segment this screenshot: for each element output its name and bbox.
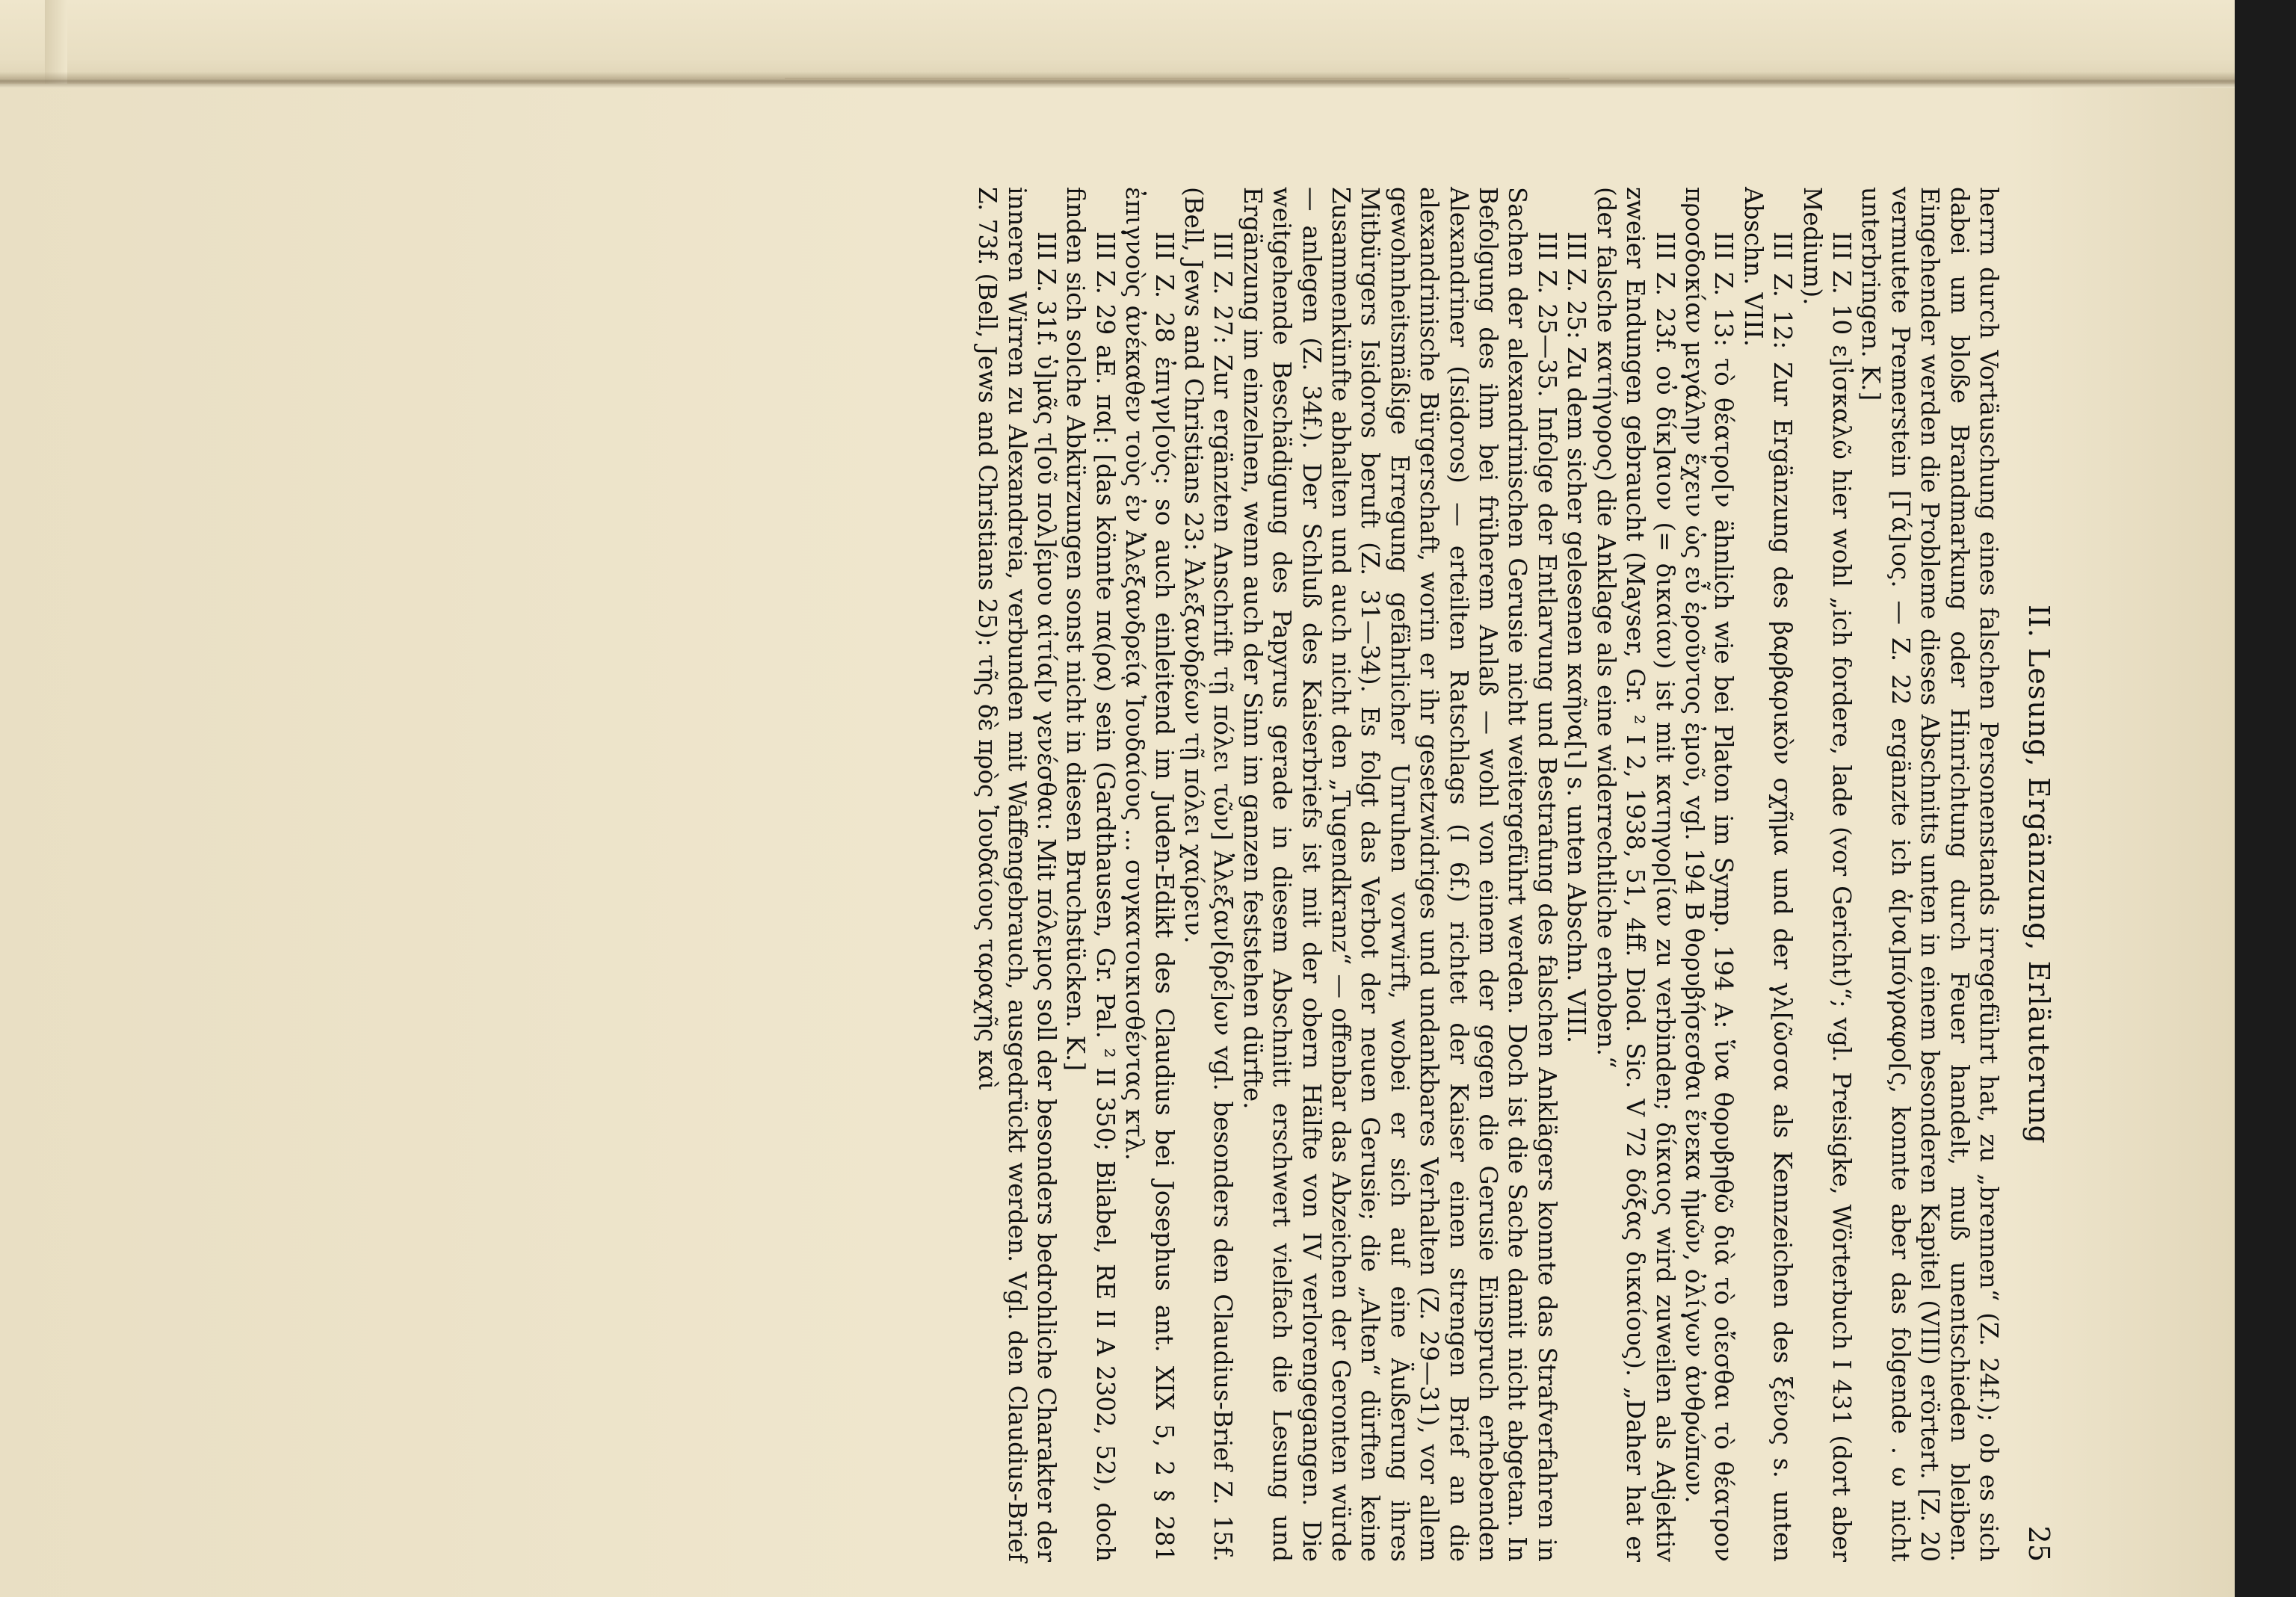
paragraph: III Z. 27: Zur ergänzten Anschrift τῇ πόλει τῶν] Ἀλεξαν[δρέ]ων vgl. besonders den Claudius-Brief Z. 15f. (Bell, Jews and Christians 23: Ἀλεξανδρέων τῇ πόλει χαίρειν. [1179,187,1238,1562]
body-text [972,187,2003,1562]
paragraph: III Z. 12: Zur Ergänzung des βαρβαρικὸν σχῆμα und der γλ[ῶσσα als Kennzeichen des ξένος s. unten Abschn. VIII. [1738,187,1797,1562]
running-head-title: II. Lesung, Ergänzung, Erläuterung [2022,604,2055,1145]
paragraph: III Z. 13: τὸ θέατρο[ν ähnlich wie bei Platon im Symp. 194 A: ἵνα θορυβηθῶ διὰ τὸ οἴεσθαι τὸ θέατρον προσδοκίαν μεγάλην ἔχειν ὡς εὖ ἐροῦντος ἐμοῦ, vgl. 194 B θορυβήσεσθαι ἕνεκα ἡμῶν, ὀλίγων ἀνθρώπων. [1679,187,1738,1562]
scan-border [2231,0,2296,1597]
spine-line [785,78,1570,80]
page-text-block [247,187,2055,1562]
paragraph: III Z. 23f. οὐ δίκ]αιον (= δικαίαν) ist mit κατηγορ[ίαν zu verbinden; δίκαιος wird zuweilen als Adjektiv zweier Endungen gebraucht (Mayser, Gr. ² I 2, 1938, 51, 4ff. Diod. Sic. V 72 δόξας δικαίους). „Daher hat er (der falsche κατήγορος) die Anklage als eine widerrechtliche erhoben.“ [1591,187,1679,1562]
paragraph: III Z. 25—35. Infolge der Entlarvung und Bestrafung des falschen Anklägers konnte das Strafverfahren in Sachen der alexandrinischen Gerusie nicht weitergeführt werden. Doch ist die Sache damit nicht abgetan. In Befolgung des ihm bei früherem Anlaß — wohl von einem der gegen die Gerusie Einspruch erhebenden Alexandriner (Isidoros) — erteilten Ratschlags (I 6f.) richtet der Kaiser einen strengen Brief an die alexandrinische Bürgerschaft, worin er ihr gesetzwidriges und undankbares Verhalten (Z. 29—31), vor allem gewohnheitsmäßige Erregung gefährlicher Unruhen vorwirft, wobei er sich auf eine Äußerung ihres Mitbürgers Isidoros beruft (Z. 31—34). Es folgt das Verbot der neuen Gerusie; die „Alten“ dürften keine Zusammenkünfte abhalten und auch nicht den „Tugendkranz“ — offenbar das Abzeichen der Geronten würde — anlegen (Z. 34f.). Der Schluß des Kaiserbriefs ist mit der obern Hälfte von IV verlorengegangen. Die weitgehende Beschädigung des Papyrus gerade in diesem Abschnitt erschwert vielfach die Lesung und Ergänzung im einzelnen, wenn auch der Sinn im ganzen feststehen dürfte. [1238,187,1561,1562]
page-number: 25 [2022,1525,2055,1562]
paragraph: III Z. 28 ἐπιγν[ούς: so auch einleitend im Juden-Edikt des Claudius bei Josephus ant. XIX 5, 2 § 281 ἐπιγνοὺς ἀνέκαθεν τοὺς ἐν Ἀλεξανδρείᾳ Ἰουδαίους ... συγκατοικισθέντας κτλ. [1120,187,1179,1562]
paragraph: III Z. 29 aE. πα[: [das könnte πα(ρα) sein (Gardthausen, Gr. Pal. ² II 350; Bilabel, RE II A 2302, 52), doch finden sich solche Abkürzungen sonst nicht in diesen Bruchstücken. K.] [1061,187,1120,1562]
spine-fold [0,72,2235,88]
paragraph: III Z. 25: Zu dem sicher gelesenen καῆνα[ι] s. unten Abschn. VIII. [1562,232,1591,1044]
paragraph: III Z. 31f. ὑ]μᾶς τ[οῦ πολ]έμου αἰτία[ν γενέσθαι: Mit πόλεμος soll der besonders bedrohliche Charakter der inneren Wirren zu Alexandreia, verbunden mit Waffengebrauch, ausgedrückt werden. Vgl. den Claudius-Brief Z. 73f. (Bell, Jews and Christians 25): τῆς δὲ πρὸς Ἰουδαίους ταραχῆς καὶ [973,187,1061,1562]
paragraph: III Z. 10 ε]ἰσκαλῶ hier wohl „ich fordere, lade (vor Gericht)“; vgl. Preisigke, Wörterbuch I 431 (dort aber Medium). [1797,187,1856,1562]
running-head [2010,187,2055,1562]
paragraph: herrn durch Vortäuschung eines falschen Personenstands irregeführt hat, zu „brennen“ (Z. 24f.); ob es sich dabei um bloße Brandmarkung oder Hinrichtung durch Feuer handelt, muß unentschieden bleiben. Eingehender werden die Probleme dieses Abschnitts unten in einem besonderen Kapitel (VIII) erörtert. [Z. 20 vermutete Premerstein [Γά]ιος. — Z. 22 ergänzte ich ἀ[να]πόγραφο[ς, konnte aber das folgende . ω nicht unterbringen. K.] [1857,187,2003,1562]
